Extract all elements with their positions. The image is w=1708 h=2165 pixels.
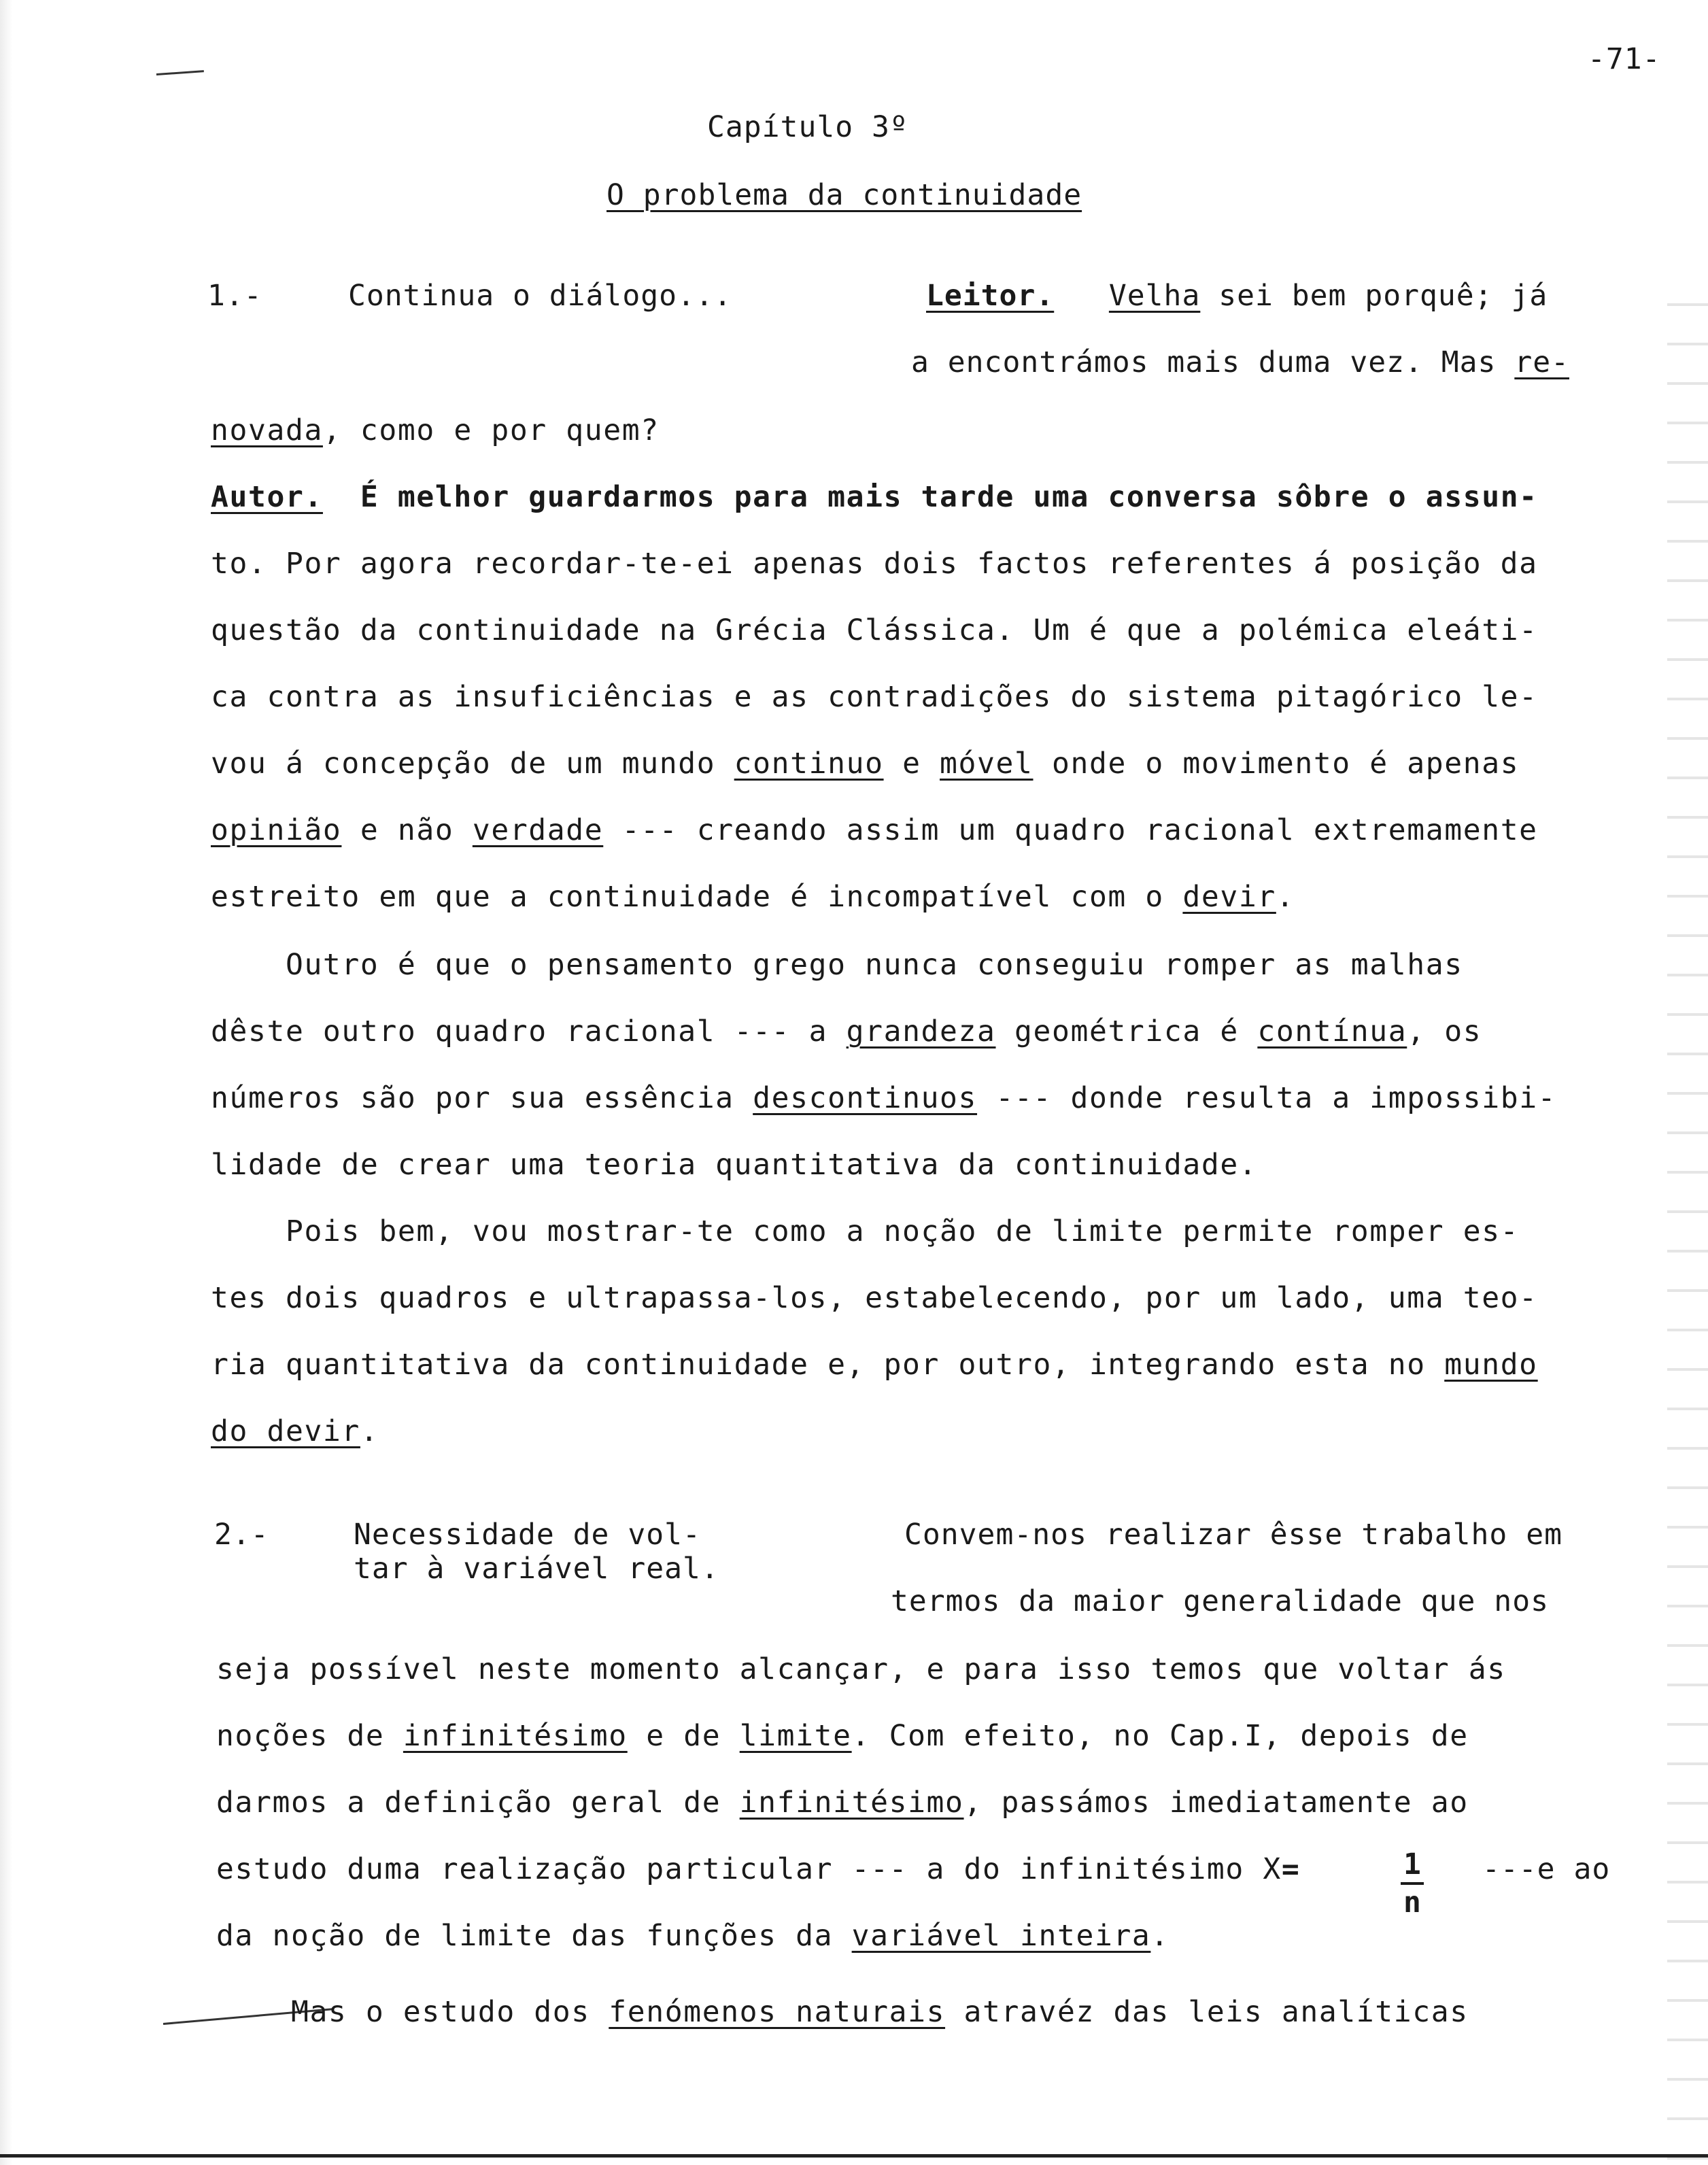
text-span: sei bem porquê; já bbox=[1200, 279, 1548, 313]
underlined-word: continuo bbox=[734, 747, 884, 781]
text-line: termos da maior generalidade que nos bbox=[891, 1584, 1549, 1618]
text-line bbox=[211, 413, 660, 447]
text-span: estreito em que a continuidade é incompatível com o bbox=[211, 880, 1183, 914]
underlined-word: limite bbox=[739, 1719, 852, 1753]
text-span: , passámos imediatamente ao bbox=[963, 1786, 1469, 1820]
chapter-title: O problema da continuidade bbox=[607, 178, 1082, 212]
chapter-label: Capítulo 3º bbox=[707, 110, 908, 144]
text-span: ria quantitativa da continuidade e, por outro, integrando esta no bbox=[211, 1348, 1445, 1382]
heading-line: Necessidade de vol- bbox=[354, 1518, 701, 1552]
text-line bbox=[911, 345, 1569, 379]
text-span: da noção de limite das funções da bbox=[216, 1919, 852, 1953]
text-line bbox=[216, 1786, 1469, 1820]
heading-line: tar à variável real. bbox=[354, 1552, 719, 1586]
underlined-word: verdade bbox=[472, 813, 604, 847]
underlined-word: mundo bbox=[1444, 1348, 1538, 1382]
text-line: lidade de crear uma teoria quantitativa da continuidade. bbox=[211, 1148, 1258, 1182]
text-line bbox=[211, 747, 1519, 781]
text-line bbox=[216, 1995, 1469, 2029]
text-span: e bbox=[883, 747, 940, 781]
underlined-word: fenómenos naturais bbox=[609, 1995, 946, 2029]
underlined-word: re- bbox=[1514, 345, 1569, 379]
text-span: --- creando assim um quadro racional extremamente bbox=[603, 813, 1538, 847]
text-span: e não bbox=[341, 813, 473, 847]
text-span: dêste outro quadro racional --- a bbox=[211, 1015, 847, 1049]
text-line bbox=[211, 1015, 1482, 1049]
word-velha: Velha bbox=[1108, 279, 1201, 313]
text-line bbox=[216, 1852, 1300, 1886]
text-line: tes dois quadros e ultrapassa-los, estabelecendo, por um lado, uma teo- bbox=[211, 1281, 1538, 1315]
text-span: , como e por quem? bbox=[322, 413, 660, 447]
underlined-word: variável inteira bbox=[851, 1919, 1151, 1953]
text-line bbox=[211, 1081, 1556, 1115]
text-line bbox=[211, 813, 1538, 847]
text-line: Outro é que o pensamento grego nunca conseguiu romper as malhas bbox=[211, 948, 1463, 982]
text-span: onde o movimento é apenas bbox=[1033, 747, 1520, 781]
underlined-word: infinitésimo bbox=[739, 1786, 964, 1820]
page-number: -71- bbox=[1588, 42, 1661, 76]
page-left-shadow bbox=[0, 0, 12, 2165]
text-span: , os bbox=[1407, 1015, 1482, 1049]
text-line bbox=[216, 1719, 1469, 1753]
text-line: Convem-nos realizar êsse trabalho em bbox=[904, 1518, 1562, 1552]
fraction-one-over-n bbox=[1401, 1847, 1424, 1920]
text-span: . bbox=[360, 1414, 379, 1448]
text-line bbox=[216, 1919, 1169, 1953]
section-1-heading: Continua o diálogo... bbox=[348, 279, 732, 313]
underlined-word: grandeza bbox=[846, 1015, 996, 1049]
section-2-number: 2.- bbox=[214, 1518, 269, 1552]
text-span: Mas o estudo dos bbox=[216, 1995, 609, 2029]
text-span: . bbox=[1276, 880, 1295, 914]
text-line: Pois bem, vou mostrar-te como a noção de limite permite romper es- bbox=[211, 1214, 1520, 1248]
text-line: questão da continuidade na Grécia Clássica. Um é que a polémica eleáti- bbox=[211, 613, 1538, 647]
speaker-autor: Autor. bbox=[211, 480, 323, 514]
text-line bbox=[211, 1348, 1538, 1382]
text-line: ---e ao bbox=[1482, 1852, 1611, 1886]
text-span: . bbox=[1150, 1919, 1169, 1953]
text-span: É melhor guardarmos para mais tarde uma conversa sôbre o assun- bbox=[322, 480, 1538, 514]
page-bottom-edge bbox=[0, 2154, 1708, 2158]
text-span: vou á concepção de um mundo bbox=[211, 747, 734, 781]
underlined-word: móvel bbox=[940, 747, 1034, 781]
text-span: números são por sua essência bbox=[211, 1081, 753, 1115]
page-right-torn-edge bbox=[1667, 286, 1708, 2162]
underlined-word: contínua bbox=[1257, 1015, 1407, 1049]
section-1-number: 1.- bbox=[207, 279, 262, 313]
underlined-word: novada bbox=[211, 413, 323, 447]
text-line bbox=[211, 1414, 379, 1448]
text-line: to. Por agora recordar-te-ei apenas dois factos referentes á posição da bbox=[211, 547, 1538, 581]
fraction-denominator: n bbox=[1403, 1886, 1421, 1920]
underlined-word: opinião bbox=[211, 813, 342, 847]
text-span: e de bbox=[627, 1719, 740, 1753]
text-line: seja possível neste momento alcançar, e para isso temos que voltar ás bbox=[216, 1652, 1506, 1686]
text-line bbox=[211, 480, 1538, 514]
section-1-intro bbox=[926, 279, 1548, 313]
fraction-numerator: 1 bbox=[1401, 1847, 1424, 1885]
text-line bbox=[211, 880, 1295, 914]
text-line: ca contra as insuficiências e as contradições do sistema pitagórico le- bbox=[211, 680, 1538, 714]
text-span: atravéz das leis analíticas bbox=[945, 1995, 1469, 2029]
text-span: noções de bbox=[216, 1719, 403, 1753]
underlined-word: do devir bbox=[211, 1414, 360, 1448]
section-2-heading bbox=[354, 1518, 719, 1586]
underlined-word: devir bbox=[1182, 880, 1276, 914]
text-span: darmos a definição geral de bbox=[216, 1786, 740, 1820]
text-span: a encontrámos mais duma vez. Mas bbox=[911, 345, 1515, 379]
text-span: geométrica é bbox=[995, 1015, 1258, 1049]
pen-mark bbox=[156, 70, 204, 75]
text-span: estudo duma realização particular --- a do infinitésimo X bbox=[216, 1852, 1282, 1886]
underlined-word: infinitésimo bbox=[403, 1719, 628, 1753]
equals-sign: = bbox=[1281, 1852, 1301, 1886]
speaker-leitor: Leitor. bbox=[926, 279, 1055, 313]
text-span: --- donde resulta a impossibi- bbox=[977, 1081, 1557, 1115]
underlined-word: descontinuos bbox=[753, 1081, 978, 1115]
text-span: . Com efeito, no Cap.I, depois de bbox=[851, 1719, 1469, 1753]
